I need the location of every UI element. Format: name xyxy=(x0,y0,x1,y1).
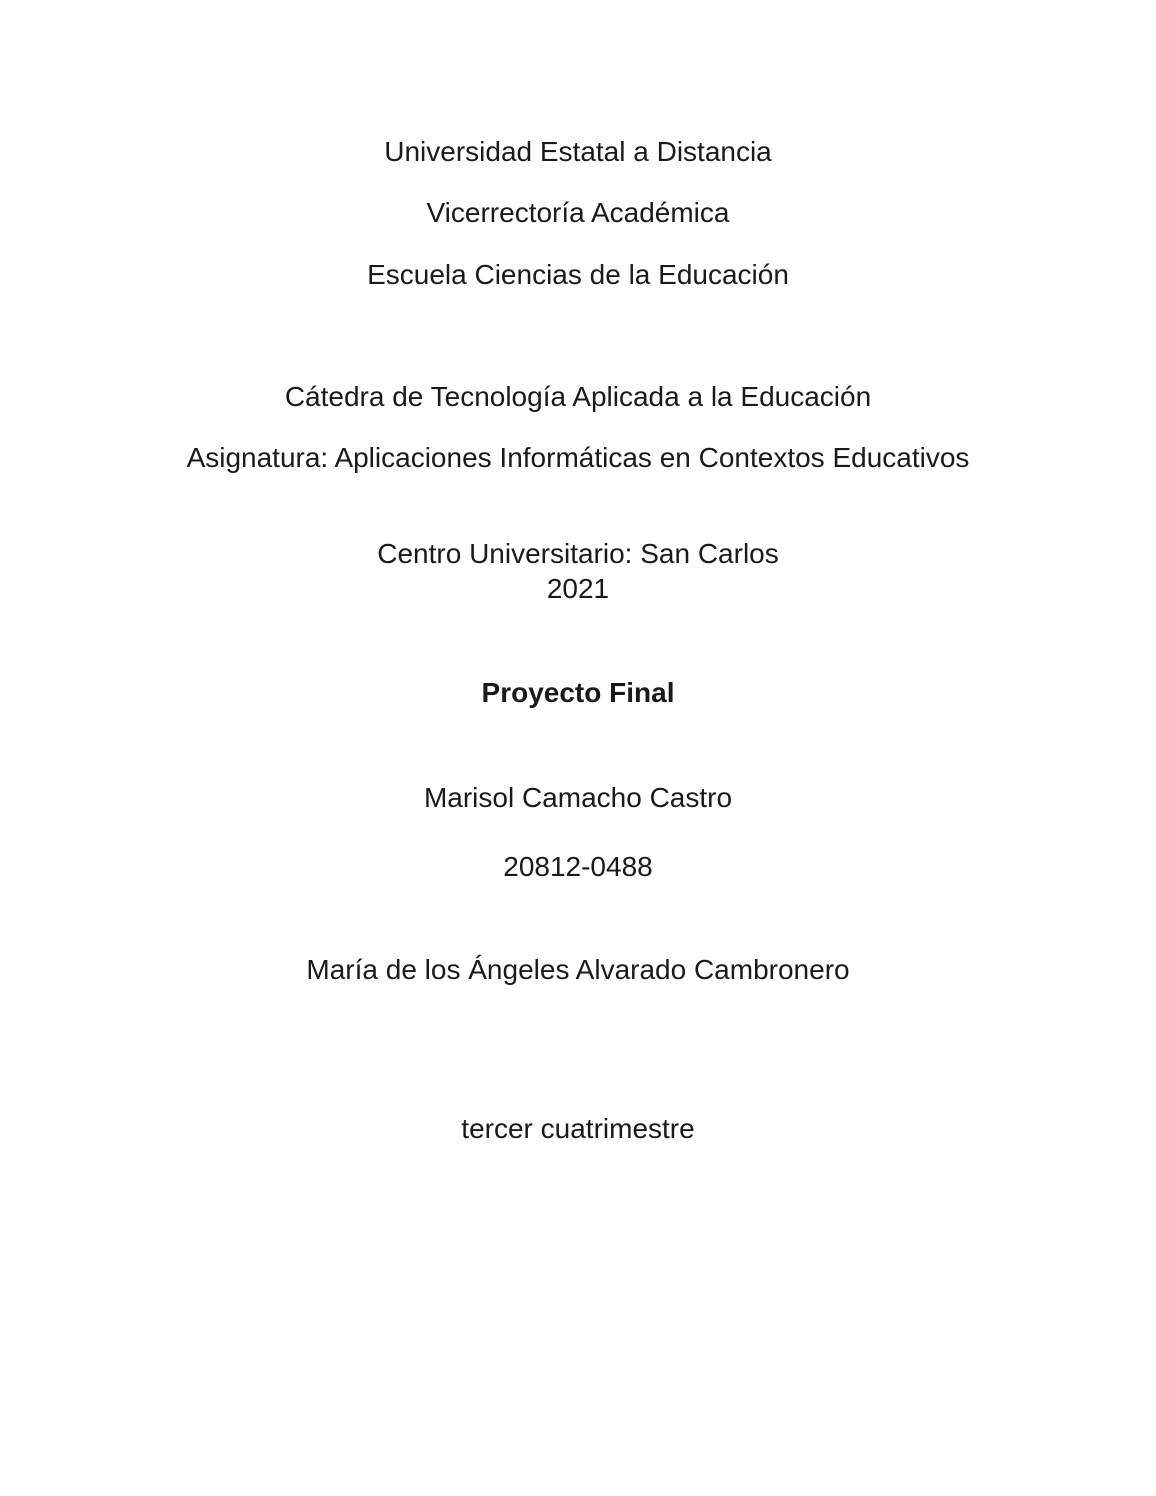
tutor-name: María de los Ángeles Alvarado Cambronero xyxy=(306,954,850,985)
school-name: Escuela Ciencias de la Educación xyxy=(367,259,789,290)
student-id: 20812-0488 xyxy=(503,851,653,882)
document-title: Proyecto Final xyxy=(481,677,675,708)
subject-name: Asignatura: Aplicaciones Informáticas en Contextos Educativos xyxy=(186,442,970,473)
year: 2021 xyxy=(546,573,610,604)
university-center: Centro Universitario: San Carlos xyxy=(377,538,779,569)
student-name: Marisol Camacho Castro xyxy=(423,782,733,813)
university-name: Universidad Estatal a Distancia xyxy=(384,136,772,167)
academic-period: tercer cuatrimestre xyxy=(461,1113,695,1144)
vicerrectoria: Vicerrectoría Académica xyxy=(426,197,730,228)
catedra-name: Cátedra de Tecnología Aplicada a la Educación xyxy=(284,381,872,412)
